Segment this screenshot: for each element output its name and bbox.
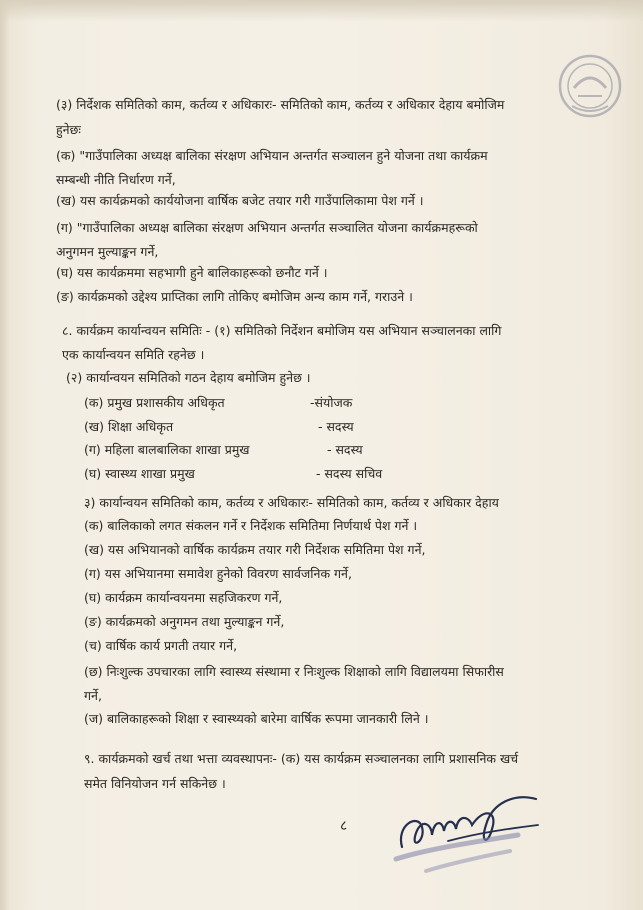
text-line: गर्ने, [84, 688, 102, 703]
text-line: (छ) निःशुल्क उपचारका लागि स्वास्थ्य संस्थामा र निःशुल्क शिक्षाको लागि विद्यालयमा सिफारीस [84, 664, 504, 679]
signature [388, 785, 558, 875]
text-line: (च) वार्षिक कार्य प्रगती तयार गर्ने, [84, 638, 238, 653]
section-heading: ८. कार्यक्रम कार्यान्वयन समितिः - (१) समितिको निर्देशन बमोजिम यस अभियान सञ्चालनका लागि [62, 323, 502, 338]
committee-position: - सदस्य सचिव [316, 466, 383, 481]
text-line: (ज) बालिकाहरूको शिक्षा र स्वास्थ्यको बारेमा वार्षिक रूपमा जानकारी लिने । [84, 711, 429, 726]
committee-position: - सदस्य [327, 442, 363, 457]
text-line: (ङ) कार्यक्रमको अनुगमन तथा मुल्याङ्कन गर्ने, [84, 614, 285, 629]
text-line: हुनेछः [56, 122, 81, 137]
text-line: (ग) "गाउँपालिका अध्यक्ष बालिका संरक्षण अभियान अन्तर्गत सञ्चालित योजना कार्यक्रमहरूको [56, 220, 478, 235]
text-line: सम्बन्धी नीति निर्धारण गर्ने, [56, 172, 176, 187]
page-number: ८ [340, 818, 348, 834]
text-line: (ख) यस अभियानको वार्षिक कार्यक्रम तयार गरी निर्देशक समितिमा पेश गर्ने, [84, 542, 426, 557]
text-line: (घ) कार्यक्रम कार्यान्वयनमा सहजिकरण गर्ने, [84, 590, 283, 605]
text-line: (३) निर्देशक समितिको काम, कर्तव्य र अधिकारः- समितिको काम, कर्तव्य र अधिकार देहाय बमोजिम [56, 97, 505, 112]
text-line: एक कार्यान्वयन समिति रहनेछ । [62, 347, 205, 362]
committee-role: (क) प्रमुख प्रशासकीय अधिकृत [84, 395, 225, 410]
committee-role: (ख) शिक्षा अधिकृत [84, 419, 174, 434]
section-heading: ९. कार्यक्रमको खर्च तथा भत्ता व्यवस्थापनः- (क) यस कार्यक्रम सञ्चालनका लागि प्रशासनिक खर्च [84, 751, 519, 766]
text-line: अनुगमन मुल्याङ्कन गर्ने, [56, 244, 159, 259]
committee-position: -संयोजक [310, 395, 353, 410]
seal-stamp [544, 50, 636, 122]
text-line: (क) बालिकाको लगत संकलन गर्ने र निर्देशक समितिमा निर्णयार्थ पेश गर्ने । [84, 518, 418, 533]
text-line: (ख) यस कार्यक्रमको कार्ययोजना वार्षिक बजेट तयार गरी गाउँपालिकामा पेश गर्ने । [56, 193, 424, 208]
committee-role: (घ) स्वास्थ्य शाखा प्रमुख [84, 466, 195, 481]
text-line: समेत विनियोजन गर्न सकिनेछ । [84, 776, 226, 791]
text-line: (घ) यस कार्यक्रममा सहभागी हुने बालिकाहरूको छनौट गर्ने । [56, 265, 328, 280]
committee-position: - सदस्य [318, 419, 354, 434]
committee-role: (ग) महिला बालबालिका शाखा प्रमुख [84, 442, 250, 457]
text-line: (ग) यस अभियानमा समावेश हुनेको विवरण सार्वजनिक गर्ने, [84, 566, 352, 581]
text-line: (ङ) कार्यक्रमको उद्देश्य प्राप्तिका लागि तोकिए बमोजिम अन्य काम गर्ने, गराउने । [56, 289, 413, 304]
text-line: (२) कार्यान्वयन समितिको गठन देहाय बमोजिम हुनेछ । [66, 370, 311, 385]
text-line: (क) "गाउँपालिका अध्यक्ष बालिका संरक्षण अभियान अन्तर्गत सञ्चालन हुने योजना तथा कार्यक्रम [56, 148, 488, 163]
section-heading: ३) कार्यान्वयन समितिको काम, कर्तव्य र अधिकारः- समितिको काम, कर्तव्य र अधिकार देहाय [84, 495, 499, 510]
